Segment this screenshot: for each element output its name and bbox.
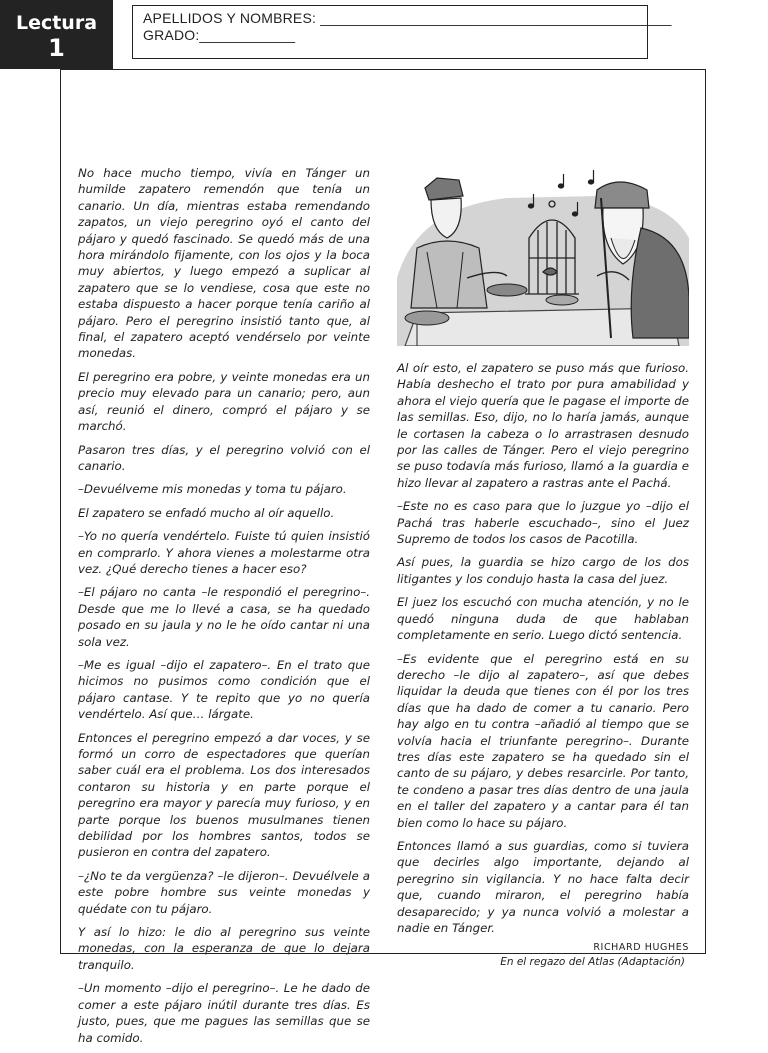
paragraph: –Es evidente que el peregrino está en su derecho –le dijo al zapatero–, así que debes liquidar la deuda que tienes con él por los tres días que ha dado de comer a tu canario. Pero hay algo en tu contra –añadió al tiempo que se volvía hacia el triunfante peregrino–. Durante tres días este zapatero se ha quedado sin el canto de su pájaro, y debes resarcirle. Por tanto, te condeno a pasar tres días dentro de una jaula en el taller del zapatero y a cantar para él tan bien como lo hace su pájaro. xyxy=(397,651,689,830)
paragraph: No hace mucho tiempo, vivía en Tánger un humilde zapatero remendón que tenía un canario. Un día, mientras estaba remendando zapatos, un viejo peregrino oyó el canto del pájaro y quedó fascinado. Se quedó más de una hora mirándolo fijamente, con los ojos y la boca muy abiertos, y luego empezó a suplicar al zapatero que se lo vendiese, cosa que este no estaba dispuesto a hacer porque tenía cariño al pájaro. Pero el peregrino insistió tanto que, al final, el zapatero aceptó vendérselo por veinte monedas. xyxy=(78,166,370,361)
paragraph: El juez los escuchó con mucha atención, y no le quedó ninguna duda de que hablaban completamente en serio. Luego dictó sentencia. xyxy=(397,595,689,643)
paragraph: –Devuélveme mis monedas y toma tu pájaro. xyxy=(78,482,347,497)
right-column xyxy=(397,360,689,969)
paragraph: Y así lo hizo: le dio al peregrino sus veinte monedas, con la esperanza de que lo dejara tranquilo. xyxy=(78,925,370,972)
paragraph: –Yo no quería vendértelo. Fuiste tú quien insistió en comprarlo. Y ahora vienes a molestarme otra vez. ¿Qué derecho tienes a hacer eso? xyxy=(78,529,370,576)
paragraph: Pasaron tres días, y el peregrino volvió con el canario. xyxy=(78,442,370,473)
paragraph: –Me es igual –dijo el zapatero–. En el trato que hicimos no pusimos como condición que el pájaro cantase. Y te repito que yo no quería vendértelo. Así que… lárgate. xyxy=(78,657,370,722)
paragraph: El zapatero se enfadó mucho al oír aquello. xyxy=(78,505,335,520)
source-credit: En el regazo del Atlas (Adaptación) xyxy=(500,956,685,969)
author-credit: RICHARD HUGHES xyxy=(593,942,689,954)
names-field[interactable]: APELLIDOS Y NOMBRES: ____________________________________________ xyxy=(143,10,672,26)
paragraph: Entonces el peregrino empezó a dar voces, y se formó un corro de espectadores que querían saber cuál era el problema. Los dos interesados contaron su historia y en parte porque el peregrino era mayor y parecía muy furioso, y en parte porque los buenos musulmanes tienen debilidad por los hombres santos, todos se pusieron en contra del zapatero. xyxy=(78,730,370,860)
paragraph: –El pájaro no canta –le respondió el peregrino–. Desde que me lo llevé a casa, se ha quedado posado en su jaula y no le he oído cantar ni una sola vez. xyxy=(78,585,370,649)
paragraph: Entonces llamó a sus guardias, como si tuviera que decirles algo importante, dejando al peregrino sin vigilancia. Y no hace falta decir que, cuando miraron, el peregrino había desaparecido; y ya nunca volvió a molestar a nadie en Tánger. xyxy=(397,838,689,935)
paragraph: –Un momento –dijo el peregrino–. Le he dado de comer a este pájaro inútil durante tres días. Es justo, pues, que me pagues las semillas que se ha comido. xyxy=(78,981,370,1045)
lesson-number: 1 xyxy=(48,34,65,62)
grade-field[interactable]: GRADO:____________ xyxy=(143,27,296,43)
paragraph: Así pues, la guardia se hizo cargo de los dos litigantes y los condujo hasta la casa del juez. xyxy=(397,555,689,586)
story-illustration xyxy=(397,168,689,346)
lesson-label: Lectura xyxy=(15,12,98,34)
student-info-box xyxy=(132,5,672,59)
left-column xyxy=(78,165,370,1053)
lesson-tab xyxy=(0,0,113,69)
paragraph: –Este no es caso para que lo juzgue yo –dijo el Pachá tras haberle escuchado–, sino el Juez Supremo de todos los casos de Pacotilla. xyxy=(397,499,689,547)
paragraph: El peregrino era pobre, y veinte monedas era un precio muy elevado para un canario; pero, aun así, reunió el dinero, compró el pájaro y se marchó. xyxy=(78,369,370,434)
paragraph: Al oír esto, el zapatero se puso más que furioso. Había deshecho el trato por pura amabilidad y ahora el viejo quería que le pagase el importe de las semillas. Eso, dijo, no lo haría jamás, aunque le cortasen la cabeza o lo arrastrasen desnudo por las calles de Tánger. Pero el viejo peregrino se puso todavía más furioso, llamó a la guardia e hizo llevar al zapatero a rastras ante el Pachá. xyxy=(397,361,689,490)
paragraph: –¿No te da vergüenza? –le dijeron–. Devuélvele a este pobre hombre sus veinte monedas y quédate con tu pájaro. xyxy=(78,868,370,916)
